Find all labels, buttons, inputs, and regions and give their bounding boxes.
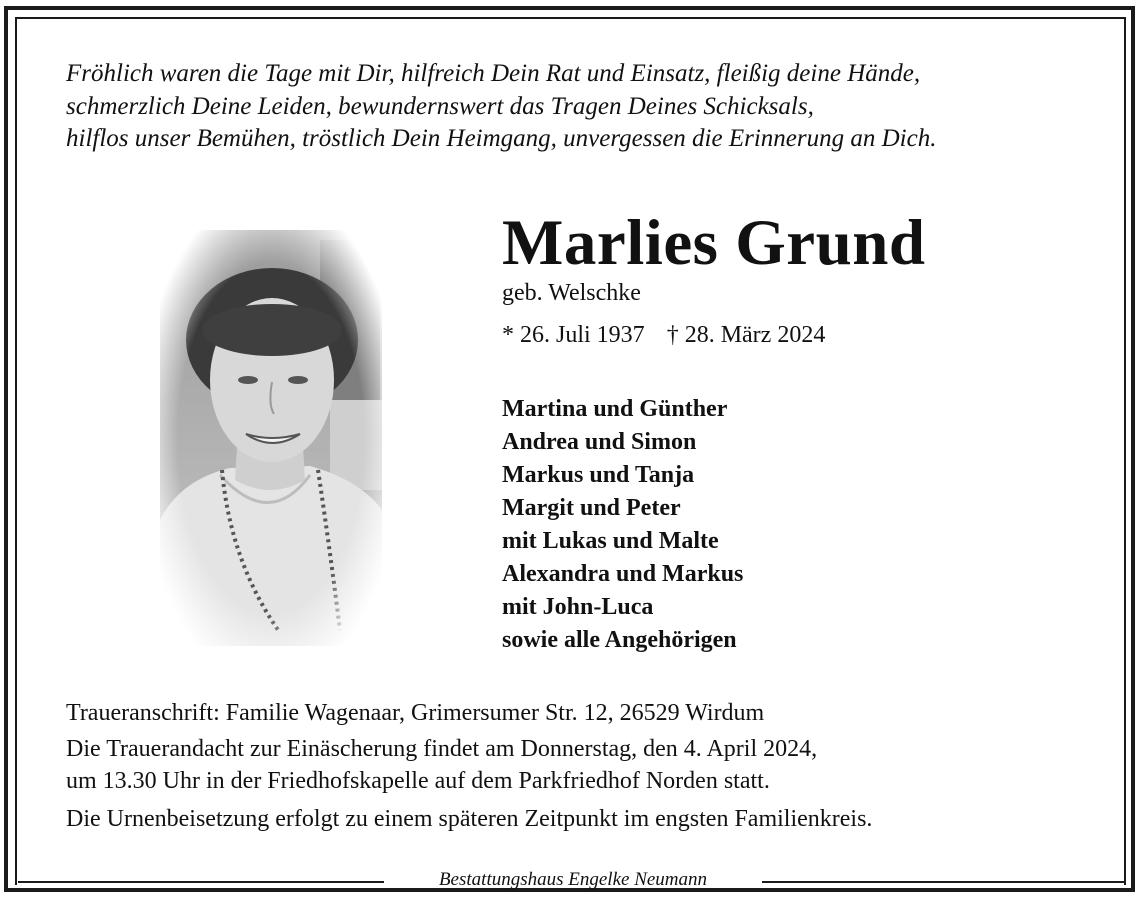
mourner-entry: sowie alle Angehörigen — [502, 627, 737, 653]
poem-line: Fröhlich waren die Tage mit Dir, hilfreich Dein Rat und Einsatz, fleißig deine Hände, — [66, 60, 921, 87]
funeral-info — [66, 697, 872, 835]
service-info-line: Die Trauerandacht zur Einäscherung findet am Donnerstag, den 4. April 2024, — [66, 736, 818, 762]
mourner-entry: Alexandra und Markus — [502, 561, 744, 587]
service-info-line: um 13.30 Uhr in der Friedhofskapelle auf dem Parkfriedhof Norden statt. — [66, 768, 770, 794]
poem-line: schmerzlich Deine Leiden, bewundernswert das Tragen Deines Schicksals, — [66, 92, 814, 120]
mourner-entry: mit John-Luca — [502, 594, 654, 620]
footer-rule-right — [762, 881, 1126, 883]
mourner-entry: Margit und Peter — [502, 495, 681, 521]
mourners-list — [502, 393, 743, 657]
funeral-home-name: Bestattungshaus Engelke Neumann — [438, 869, 708, 890]
birth-date: * 26. Juli 1937 — [502, 322, 645, 348]
poem-line: hilflos unser Bemühen, tröstlich Dein Heimgang, unvergessen die Erinnerung an Dich. — [66, 125, 937, 152]
footer — [18, 866, 1126, 894]
portrait-photo — [160, 230, 382, 646]
footer-rule-left — [18, 881, 384, 883]
mourner-entry: mit Lukas und Malte — [502, 528, 719, 554]
maiden-name: geb. Welschke — [502, 280, 641, 306]
mourning-address: Traueranschrift: Familie Wagenaar, Grimersumer Str. 12, 26529 Wirdum — [66, 700, 765, 726]
mourner-entry: Andrea und Simon — [502, 429, 697, 455]
life-dates — [502, 320, 825, 350]
urn-burial-info: Die Urnenbeisetzung erfolgt zu einem späteren Zeitpunkt im engsten Familienkreis. — [66, 806, 873, 832]
mourner-entry: Martina und Günther — [502, 396, 728, 422]
mourner-entry: Markus und Tanja — [502, 462, 695, 488]
memorial-poem — [66, 58, 1106, 156]
death-date: † 28. März 2024 — [666, 322, 826, 348]
deceased-name: Marlies Grund — [502, 207, 926, 279]
